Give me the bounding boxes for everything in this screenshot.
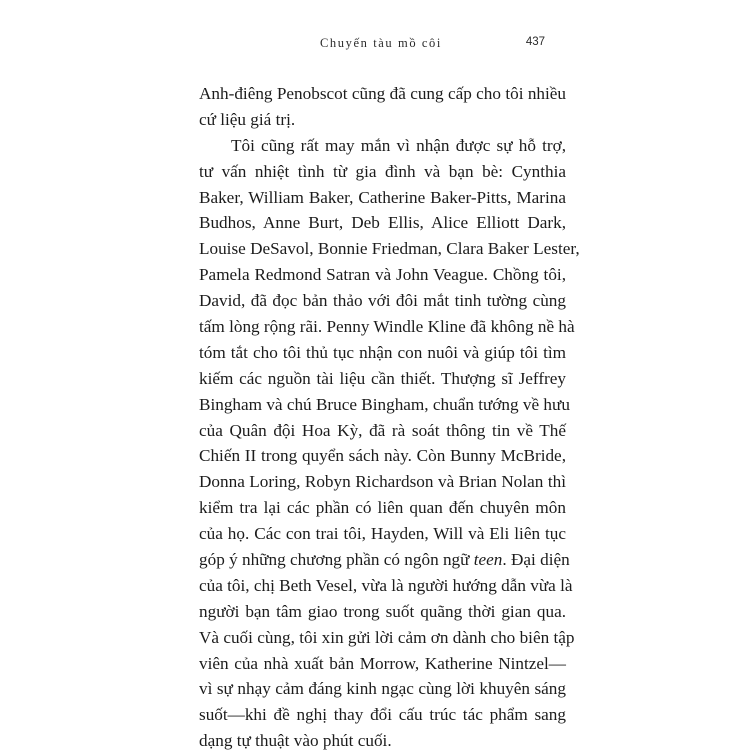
paragraph-1 (199, 81, 566, 133)
text-line: Baker, William Baker, Catherine Baker-Pitts, Marina (199, 187, 566, 207)
text-line: Và cuối cùng, tôi xin gửi lời cảm ơn dành cho biên tập (199, 627, 575, 647)
text-line: Bingham và chú Bruce Bingham, chuẩn tướng về hưu (199, 394, 570, 414)
text-line: kiểm tra lại các phần có liên quan đến chuyên môn (199, 498, 566, 518)
text-line: Chiến II trong quyển sách này. Còn Bunny McBride, (199, 446, 566, 466)
text-line: của tôi, chị Beth Vesel, vừa là người hướng dẫn vừa là (199, 575, 573, 595)
text-line: viên của nhà xuất bản Morrow, Katherine Nintzel— (199, 653, 566, 673)
text-line: kiếm các nguồn tài liệu cần thiết. Thượng sĩ Jeffrey (199, 368, 566, 388)
text-line: Anh-điêng Penobscot cũng đã cung cấp cho tôi nhiều (199, 84, 566, 103)
text-line: Budhos, Anne Burt, Deb Ellis, Alice Elliott Dark, (199, 213, 566, 233)
text-segment: . Đại diện (502, 550, 570, 570)
text-line: Donna Loring, Robyn Richardson và Brian Nolan thì (199, 472, 566, 492)
text-line: tư vấn nhiệt tình từ gia đình và bạn bè: Cynthia (199, 161, 566, 181)
book-title: Chuyến tàu mồ côi (320, 36, 442, 50)
text-line: tấm lòng rộng rãi. Penny Windle Kline đã không nề hà (199, 317, 575, 337)
italic-word: teen (473, 550, 503, 570)
paragraph-2 (199, 133, 580, 754)
text-line: người bạn tâm giao trong suốt quãng thời gian qua. (199, 601, 566, 621)
text-line: vì sự nhạy cảm đáng kinh ngạc cùng lời khuyên sáng (199, 679, 566, 699)
running-header (199, 36, 565, 56)
text-line: của họ. Các con trai tôi, Hayden, Will và Eli liên tục (199, 524, 566, 544)
text-line: Pamela Redmond Satran và John Veague. Chồng tôi, (199, 265, 566, 285)
text-line: David, đã đọc bản thảo với đôi mắt tinh tường cùng (199, 291, 566, 311)
page-number: 437 (525, 36, 545, 48)
text-line: dạng tự thuật vào phút cuối. (199, 731, 392, 751)
text-line: Louise DeSavol, Bonnie Friedman, Clara Baker Lester, (199, 239, 580, 259)
text-line: cứ liệu giá trị. (199, 109, 296, 129)
text-line: suốt—khi đề nghị thay đổi cấu trúc tác phẩm sang (199, 705, 566, 725)
body-text (199, 81, 580, 754)
text-line: của Quân đội Hoa Kỳ, đã rà soát thông tin về Thế (199, 420, 566, 440)
text-line: Tôi cũng rất may mắn vì nhận được sự hỗ trợ, (231, 135, 566, 155)
text-segment: góp ý những chương phần có ngôn ngữ (199, 550, 474, 570)
text-line: tóm tắt cho tôi thủ tục nhận con nuôi và giúp tôi tìm (199, 342, 566, 362)
text-line-with-italic (199, 547, 570, 573)
